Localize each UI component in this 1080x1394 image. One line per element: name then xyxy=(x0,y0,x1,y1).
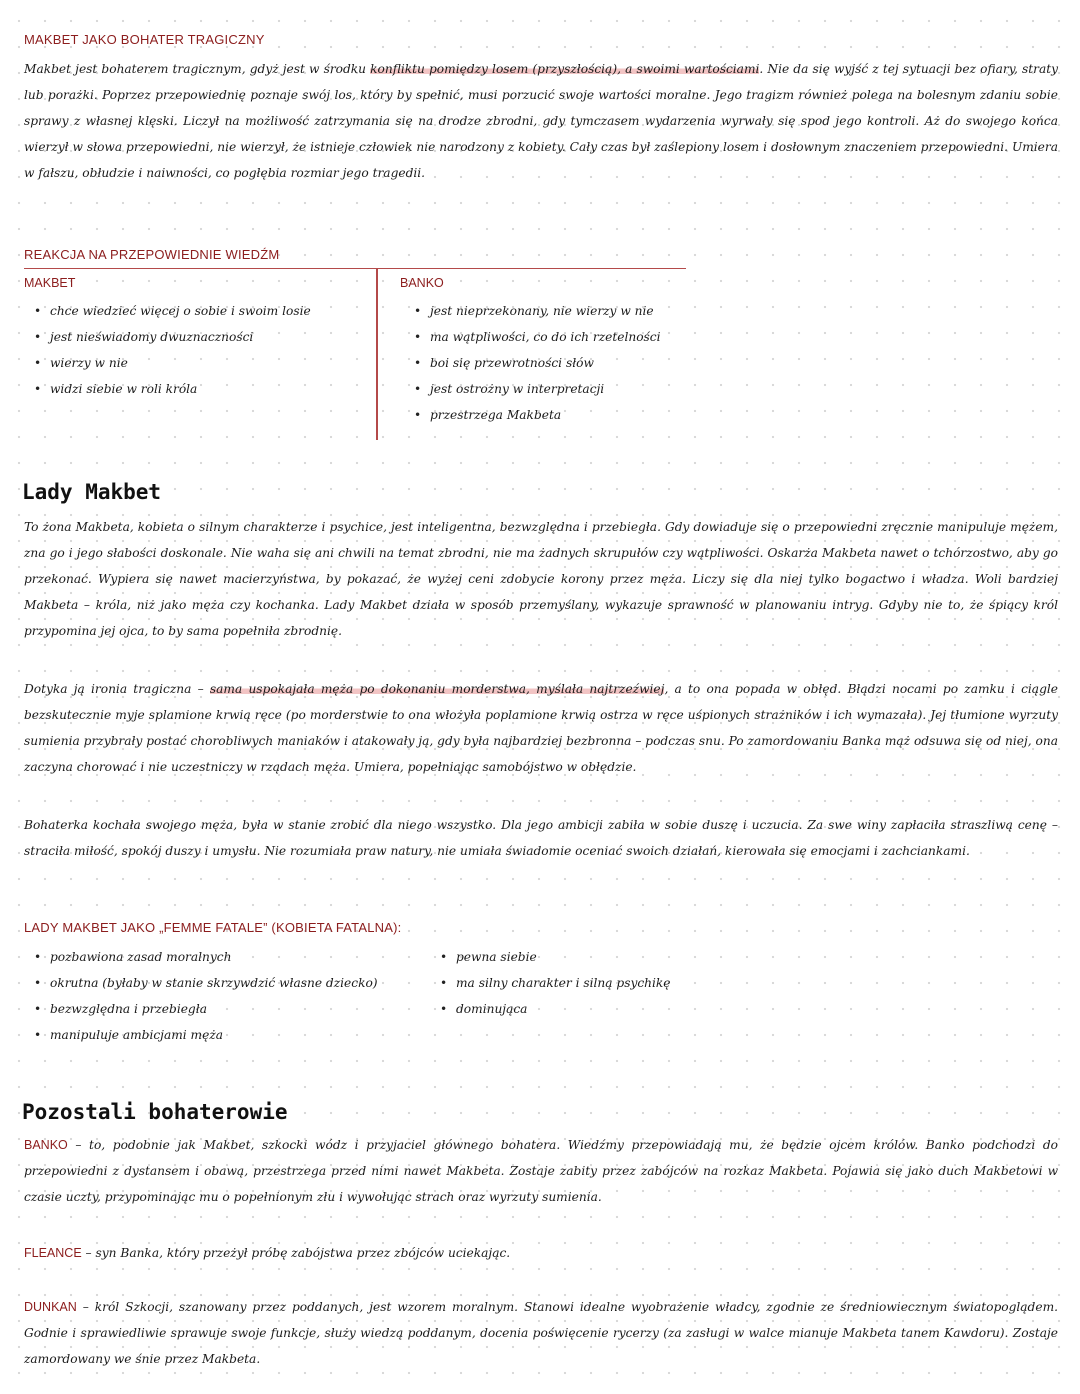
list-item: • chce wiedzieć więcej o sobie i swoim losie xyxy=(34,298,364,324)
list-item: • wierzy w nie xyxy=(34,350,364,376)
paragraph-text: Dotyka ją ironia tragiczna – xyxy=(24,682,210,696)
list-item: • boi się przewrotności słów xyxy=(414,350,714,376)
list-item: • manipuluje ambicjami męża xyxy=(34,1022,434,1048)
paragraph-text: – syn Banka, który przeżył próbę zabójstwa przez zbójców uciekając. xyxy=(81,1246,511,1260)
femme-fatale-list-left xyxy=(34,944,434,1048)
section-heading-lady-makbet: Lady Makbet xyxy=(22,480,162,504)
paragraph-text: – król Szkocji, szanowany przez poddanych, jest wzorem moralnym. Stanowi idealne wyobrażenie władcy, zgodnie ze średniowiecznym światopoglądem. Godnie i sprawiedliwie sprawuje swoje funkcje, służy wiedzą poddanym, docenia poświęcenie rycerzy (za zasługi w walce mianuje Makbeta tanem Kawdoru). Zostaje zamordowany we śnie przez Makbeta. xyxy=(24,1300,1058,1366)
list-item: • widzi siebie w roli króla xyxy=(34,376,364,402)
paragraph-text: . Nie da się wyjść z tej sytuacji bez ofiary, straty lub porażki. Poprzez przepowiednię poznaje swój los, który by spełnić, musi porzucić swoje wartości moralne. Jego tragizm również polega na bolesnym zdaniu sobie sprawy z własnej klęski. Liczył na możliwość zatrzymania się na drodze zbrodni, gdy tymczasem wydarzenia wyrwały się spod jego kontroli. Aż do swojego końca wierzył w słowa przepowiedni, nie wierzył, że istnieje człowiek nie narodzony z kobiety. Cały czas był zaślepiony losem i dosłownym znaczeniem przepowiedni. Umiera w fałszu, obłudzie i naiwności, co pogłębia rozmiar jego tragedii. xyxy=(24,62,1059,180)
paragraph-lady-makbet-1: To żona Makbeta, kobieta o silnym charakterze i psychice, jest inteligentna, bezwzględna i przebiegła. Gdy dowiaduje się o przepowiedni zręcznie manipuluje mężem, zna go i jego słabości doskonale. Nie waha się ani chwili na temat zbrodni, nie ma żadnych skrupułów czy wątpliwości. Oskarża Makbeta nawet o tchórzostwo, aby go przekonać. Wypiera się nawet macierzyństwa, by pokazać, że wyżej ceni zdobycie korony przez męża. Liczy się dla niej tylko bogactwo i władza. Woli bardziej Makbeta – króla, niż jako męża czy kochanka. Lady Makbet działa w sposób przemyślany, wykazuje sprawność w planowaniu intryg. Gdyby nie to, że śpiący król przypomina jej ojca, to by sama popełniła zbrodnię. xyxy=(24,520,1058,638)
section-heading-reactions: REAKCJA NA PRZEPOWIEDNIE WIEDŹM xyxy=(24,247,280,262)
list-item: • bezwzględna i przebiegła xyxy=(34,996,434,1022)
paragraph-text: , a to ona popada w obłęd. Błądzi nocami po zamku i ciągle bezskutecznie myje splamione krwią ręce (po morderstwie to ona włożyła poplamione krwią ostrza w ręce uśpionych strażników i ich wymazała). Jej tłumione wyrzuty sumienia przybrały postać chorobliwych maniaków i atakowały ją, gdy była najbardziej bezbronna – podczas snu. Po zamordowaniu Banka mąż odsuwa się od niej, ona zaczyna chorować i nie uczestniczy w rządach męża. Umiera, popełniając samobójstwo w obłędzie. xyxy=(24,682,1058,774)
character-label-dunkan: DUNKAN xyxy=(24,1300,77,1314)
section-heading-other-characters: Pozostali bohaterowie xyxy=(22,1100,288,1124)
paragraph-text: Makbet jest bohaterem tragicznym, gdyż jest w środku xyxy=(24,62,371,76)
list-item: • jest nieświadomy dwuznaczności xyxy=(34,324,364,350)
list-item: • jest ostrożny w interpretacji xyxy=(414,376,714,402)
section-heading-makbet-tragic: MAKBET JAKO BOHATER TRAGICZNY xyxy=(24,32,265,47)
list-item: • jest nieprzekonany, nie wierzy w nie xyxy=(414,298,714,324)
paragraph-lady-makbet-3: Bohaterka kochała swojego męża, była w stanie zrobić dla niego wszystko. Dla jego ambicji zabiła w sobie duszę i uczucia. Za swe winy zapłaciła straszliwą cenę – straciła miłość, spokój duszy i umysłu. Nie rozumiała praw natury, nie umiała świadomie oceniać swoich działań, kierowała się emocjami i zachciankami. xyxy=(24,818,1058,858)
list-item: • okrutna (byłaby w stanie skrzywdzić własne dziecko) xyxy=(34,970,434,996)
paragraph-text: – to, podobnie jak Makbet, szkocki wódz i przyjaciel głównego bohatera. Wiedźmy przepowiadają mu, że będzie ojcem królów. Banko podchodzi do przepowiedni z dystansem i obawą, przestrzega przed nimi nawet Makbeta. Zostaje zabity przez zabójców na rozkaz Makbeta. Pojawia się jako duch Makbetowi w czasie uczty, przypominając mu o popełnionym złu i wywołując strach oraz wyrzuty sumienia. xyxy=(24,1138,1058,1204)
column-label-makbet: MAKBET xyxy=(24,276,76,290)
list-item: • przestrzega Makbeta xyxy=(414,402,714,428)
list-item: • pozbawiona zasad moralnych xyxy=(34,944,434,970)
banko-reaction-list xyxy=(414,298,714,428)
paragraph-dunkan xyxy=(24,1294,1058,1372)
table-top-rule xyxy=(24,268,686,269)
paragraph-fleance xyxy=(24,1240,1058,1266)
femme-fatale-list-right xyxy=(440,944,840,1022)
list-item: • ma silny charakter i silną psychikę xyxy=(440,970,840,996)
list-item: • dominująca xyxy=(440,996,840,1022)
paragraph-makbet-tragic xyxy=(24,56,1058,186)
makbet-reaction-list xyxy=(34,298,364,402)
section-heading-femme-fatale: LADY MAKBET JAKO „FEMME FATALE” (KOBIETA FATALNA): xyxy=(24,920,402,935)
character-label-banko: BANKO xyxy=(24,1138,68,1152)
highlighted-text: konfliktu pomiędzy losem (przyszłością), a swoimi wartościami xyxy=(370,62,760,76)
column-label-banko: BANKO xyxy=(400,276,444,290)
paragraph-lady-makbet-2 xyxy=(24,676,1058,780)
list-item: • pewna siebie xyxy=(440,944,840,970)
highlighted-text: sama uspokajała męża po dokonaniu morderstwa, myślała najtrzeźwiej xyxy=(209,682,665,696)
list-item: • ma wątpliwości, co do ich rzetelności xyxy=(414,324,714,350)
character-label-fleance: FLEANCE xyxy=(24,1246,82,1260)
paragraph-banko xyxy=(24,1132,1058,1210)
table-divider xyxy=(376,268,378,440)
